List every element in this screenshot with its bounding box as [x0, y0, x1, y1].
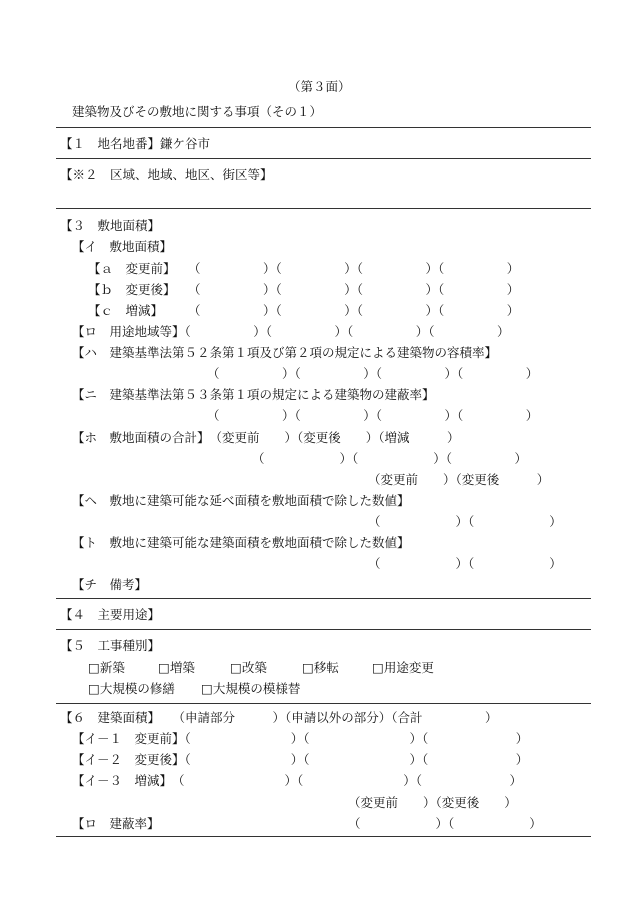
section-1-label-text: 【１ 地名地番】	[60, 136, 161, 151]
section-3-ho-label: 【ホ 敷地面積の合計】 （変更前 ）（変更後 ）（増減 ）	[72, 430, 460, 445]
section-3-i-label: 【イ 敷地面積】	[72, 239, 173, 254]
page-label: （第３面）	[288, 79, 351, 94]
section-5-label: 【５ 工事種別】	[60, 638, 161, 653]
divider	[56, 629, 591, 630]
checkbox-youto-henkou[interactable]	[372, 660, 434, 676]
section-3-he-label: 【ヘ 敷地に建築可能な延べ面積を敷地面積で除した数値】	[72, 493, 410, 508]
section-6-label: 【６ 建築面積】 （申請部分 ）（申請以外の部分）（合計 ）	[60, 710, 498, 725]
divider	[56, 598, 591, 599]
checkbox-kaichiku[interactable]	[230, 660, 267, 676]
section-1-value[interactable]: 鎌ケ谷市	[160, 136, 211, 151]
checkbox-shinchiku[interactable]	[88, 660, 125, 676]
section-6-ro-label: 【ロ 建蔽率】	[72, 816, 160, 831]
checkbox-iten[interactable]	[302, 660, 339, 676]
checkbox-icon[interactable]: □	[230, 660, 242, 675]
section-6-i3-row[interactable]: 【イ－３ 増減】 （ ）（ ）（ ）	[72, 773, 523, 788]
checkbox-label: 移転	[313, 660, 339, 675]
checkbox-zouchiku[interactable]	[158, 660, 195, 676]
section-6-i1-row[interactable]: 【イ－１ 変更前】（ ）（ ）（ ）	[72, 731, 529, 746]
section-2-label: 【※２ 区域、地域、地区、街区等】	[60, 167, 273, 182]
checkbox-label: 用途変更	[383, 660, 434, 675]
section-6-ro-values[interactable]: （ ）（ ）	[348, 816, 542, 831]
section-3-i-c-row[interactable]: 【ｃ 増減】 （ ）（ ）（ ）（ ）	[88, 303, 520, 318]
checkbox-label: 大規模の修繕	[99, 681, 175, 696]
divider	[56, 127, 591, 128]
section-3-to-label: 【ト 敷地に建築可能な建築面積を敷地面積で除した数値】	[72, 535, 410, 550]
checkbox-icon[interactable]: □	[158, 660, 170, 675]
section-3-he-values[interactable]: （ ）（ ）	[368, 514, 562, 529]
section-3-label: 【３ 敷地面積】	[60, 218, 161, 233]
checkbox-daikibo-moyougae[interactable]	[201, 681, 300, 697]
section-3-i-b-row[interactable]: 【ｂ 変更後】 （ ）（ ）（ ）（ ）	[88, 282, 520, 297]
checkbox-label: 新築	[99, 660, 125, 675]
checkbox-icon[interactable]: □	[372, 660, 384, 675]
checkbox-daikibo-shuuzen[interactable]	[88, 681, 175, 697]
section-3-ho-subheader: （変更前 ）（変更後 ）	[368, 472, 550, 487]
section-3-ni-label: 【ニ 建築基準法第５３条第１項の規定による建築物の建蔽率】	[72, 387, 435, 402]
section-3-ro-row[interactable]: 【ロ 用途地域等】（ ）（ ）（ ）（ ）	[72, 324, 510, 339]
section-3-ni-values[interactable]: （ ）（ ）（ ）（ ）	[207, 408, 539, 423]
section-3-ho-values[interactable]: （ ）（ ）（ ）	[252, 451, 528, 466]
section-3-ha-values[interactable]: （ ）（ ）（ ）（ ）	[207, 366, 539, 381]
divider	[56, 158, 591, 159]
checkbox-icon[interactable]: □	[201, 681, 213, 696]
section-3-to-values[interactable]: （ ）（ ）	[368, 556, 562, 571]
checkbox-label: 改築	[241, 660, 267, 675]
divider	[56, 703, 591, 704]
section-6-ro-header: （変更前 ）（変更後 ）	[348, 795, 517, 810]
checkbox-icon[interactable]: □	[88, 681, 100, 696]
section-3-i-a-row[interactable]: 【ａ 変更前】 （ ）（ ）（ ）（ ）	[88, 261, 520, 276]
divider	[56, 836, 591, 837]
checkbox-icon[interactable]: □	[88, 660, 100, 675]
section-3-chi-label: 【チ 備考】	[72, 577, 148, 592]
checkbox-label: 増築	[169, 660, 195, 675]
section-3-ha-label: 【ハ 建築基準法第５２条第１項及び第２項の規定による建築物の容積率】	[72, 345, 498, 360]
form-title: 建築物及びその敷地に関する事項（その１）	[72, 104, 323, 119]
section-6-i2-row[interactable]: 【イ－２ 変更後】（ ）（ ）（ ）	[72, 752, 529, 767]
section-4-label: 【４ 主要用途】	[60, 607, 161, 622]
checkbox-label: 大規模の模様替	[212, 681, 301, 696]
checkbox-icon[interactable]: □	[302, 660, 314, 675]
section-1-label	[60, 136, 210, 152]
divider	[56, 208, 591, 209]
